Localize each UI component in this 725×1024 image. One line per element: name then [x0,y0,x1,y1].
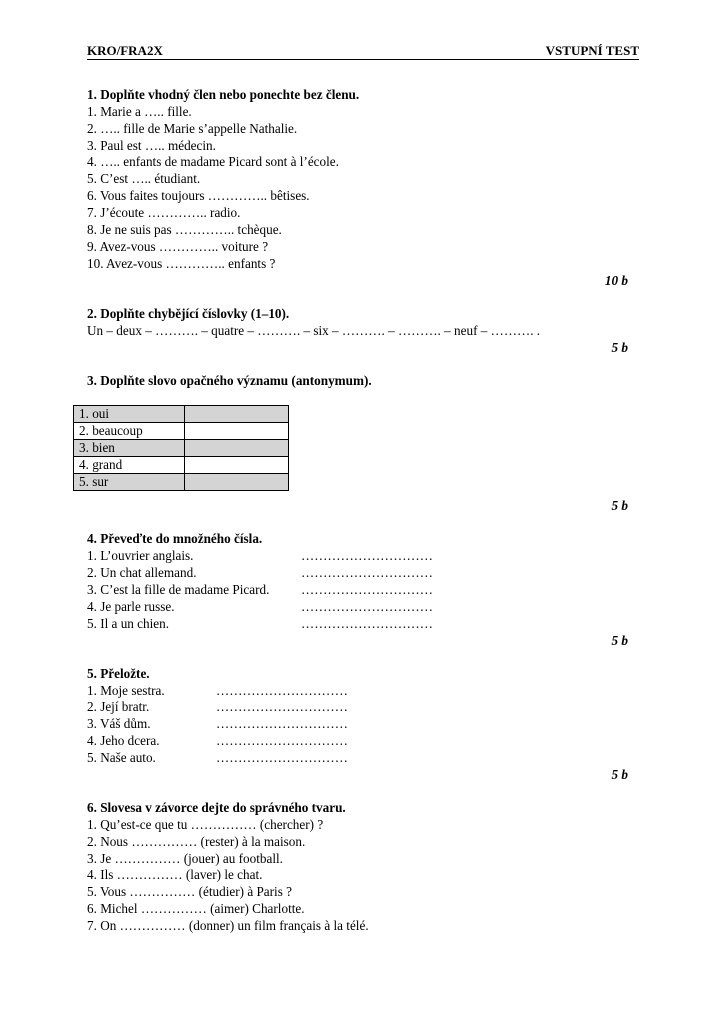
answer-blank: ………………………… [216,699,348,714]
table-row [74,423,289,440]
s1-item: 7. J’écoute ………….. radio. [87,205,241,220]
s6-item: 2. Nous …………… (rester) à la maison. [87,834,306,849]
section-3-title: 3. Doplňte slovo opačného významu (antonymum). [87,373,372,388]
answer-blank: ………………………… [216,750,348,765]
answer-blank: ………………………… [301,548,433,563]
s4-score: 5 b [611,633,628,648]
antonym-answer-cell[interactable] [185,406,289,423]
s1-item: 9. Avez-vous ………….. voiture ? [87,239,269,254]
test-title: VSTUPNÍ TEST [545,43,639,58]
antonym-word: 2. beaucoup [74,423,185,440]
s1-item: 6. Vous faites toujours ………….. bêtises. [87,188,310,203]
antonym-answer-cell[interactable] [185,474,289,491]
table-row [74,406,289,423]
s6-item: 5. Vous …………… (étudier) à Paris ? [87,884,292,899]
table-row [74,474,289,491]
section-5-title: 5. Přeložte. [87,666,150,681]
answer-blank: ………………………… [301,582,433,597]
answer-blank: ………………………… [301,565,433,580]
s6-item: 1. Qu’est-ce que tu …………… (chercher) ? [87,817,324,832]
antonym-answer-cell[interactable] [185,440,289,457]
antonym-answer-cell[interactable] [185,457,289,474]
s4-item: 5. Il a un chien. [87,616,170,631]
answer-blank: ………………………… [301,599,433,614]
course-code: KRO/FRA2X [87,43,163,58]
s1-item: 4. ….. enfants de madame Picard sont à l’école. [87,154,339,169]
antonym-word: 3. bien [74,440,185,457]
s1-item: 10. Avez-vous ………….. enfants ? [87,256,276,271]
s4-item: 4. Je parle russe. [87,599,175,614]
s1-item: 5. C’est ….. étudiant. [87,171,201,186]
s3-score: 5 b [611,498,628,513]
answer-blank: ………………………… [216,683,348,698]
s6-item: 3. Je …………… (jouer) au football. [87,851,283,866]
s5-item: 1. Moje sestra. [87,683,165,698]
section-1-title: 1. Doplňte vhodný člen nebo ponechte bez členu. [87,87,360,102]
section-2-title: 2. Doplňte chybějící číslovky (1–10). [87,306,290,321]
s2-numbers-line: Un – deux – ………. – quatre – ………. – six – ………. – ………. – neuf – ………. . [87,323,541,338]
s4-item: 3. C’est la fille de madame Picard. [87,582,270,597]
s6-item: 6. Michel …………… (aimer) Charlotte. [87,901,305,916]
antonym-table [73,405,289,491]
antonym-answer-cell[interactable] [185,423,289,440]
antonym-word: 4. grand [74,457,185,474]
section-4-title: 4. Převeďte do množného čísla. [87,531,263,546]
answer-blank: ………………………… [216,733,348,748]
s5-item: 3. Váš dům. [87,716,151,731]
s5-item: 5. Naše auto. [87,750,156,765]
page-header [87,43,639,60]
s4-item: 1. L’ouvrier anglais. [87,548,194,563]
s2-score: 5 b [611,340,628,355]
answer-blank: ………………………… [301,616,433,631]
s6-item: 7. On …………… (donner) un film français à la télé. [87,918,369,933]
s4-item: 2. Un chat allemand. [87,565,197,580]
antonym-word: 5. sur [74,474,185,491]
s1-item: 3. Paul est ….. médecin. [87,138,216,153]
s1-score: 10 b [604,273,628,288]
s5-item: 4. Jeho dcera. [87,733,160,748]
s6-item: 4. Ils …………… (laver) le chat. [87,867,263,882]
s5-item: 2. Její bratr. [87,699,150,714]
table-row [74,440,289,457]
s5-score: 5 b [611,767,628,782]
antonym-word: 1. oui [74,406,185,423]
section-6-title: 6. Slovesa v závorce dejte do správného tvaru. [87,800,346,815]
table-row [74,457,289,474]
answer-blank: ………………………… [216,716,348,731]
s1-item: 1. Marie a ….. fille. [87,104,192,119]
s1-item: 2. ….. fille de Marie s’appelle Nathalie. [87,121,298,136]
s1-item: 8. Je ne suis pas ………….. tchèque. [87,222,282,237]
